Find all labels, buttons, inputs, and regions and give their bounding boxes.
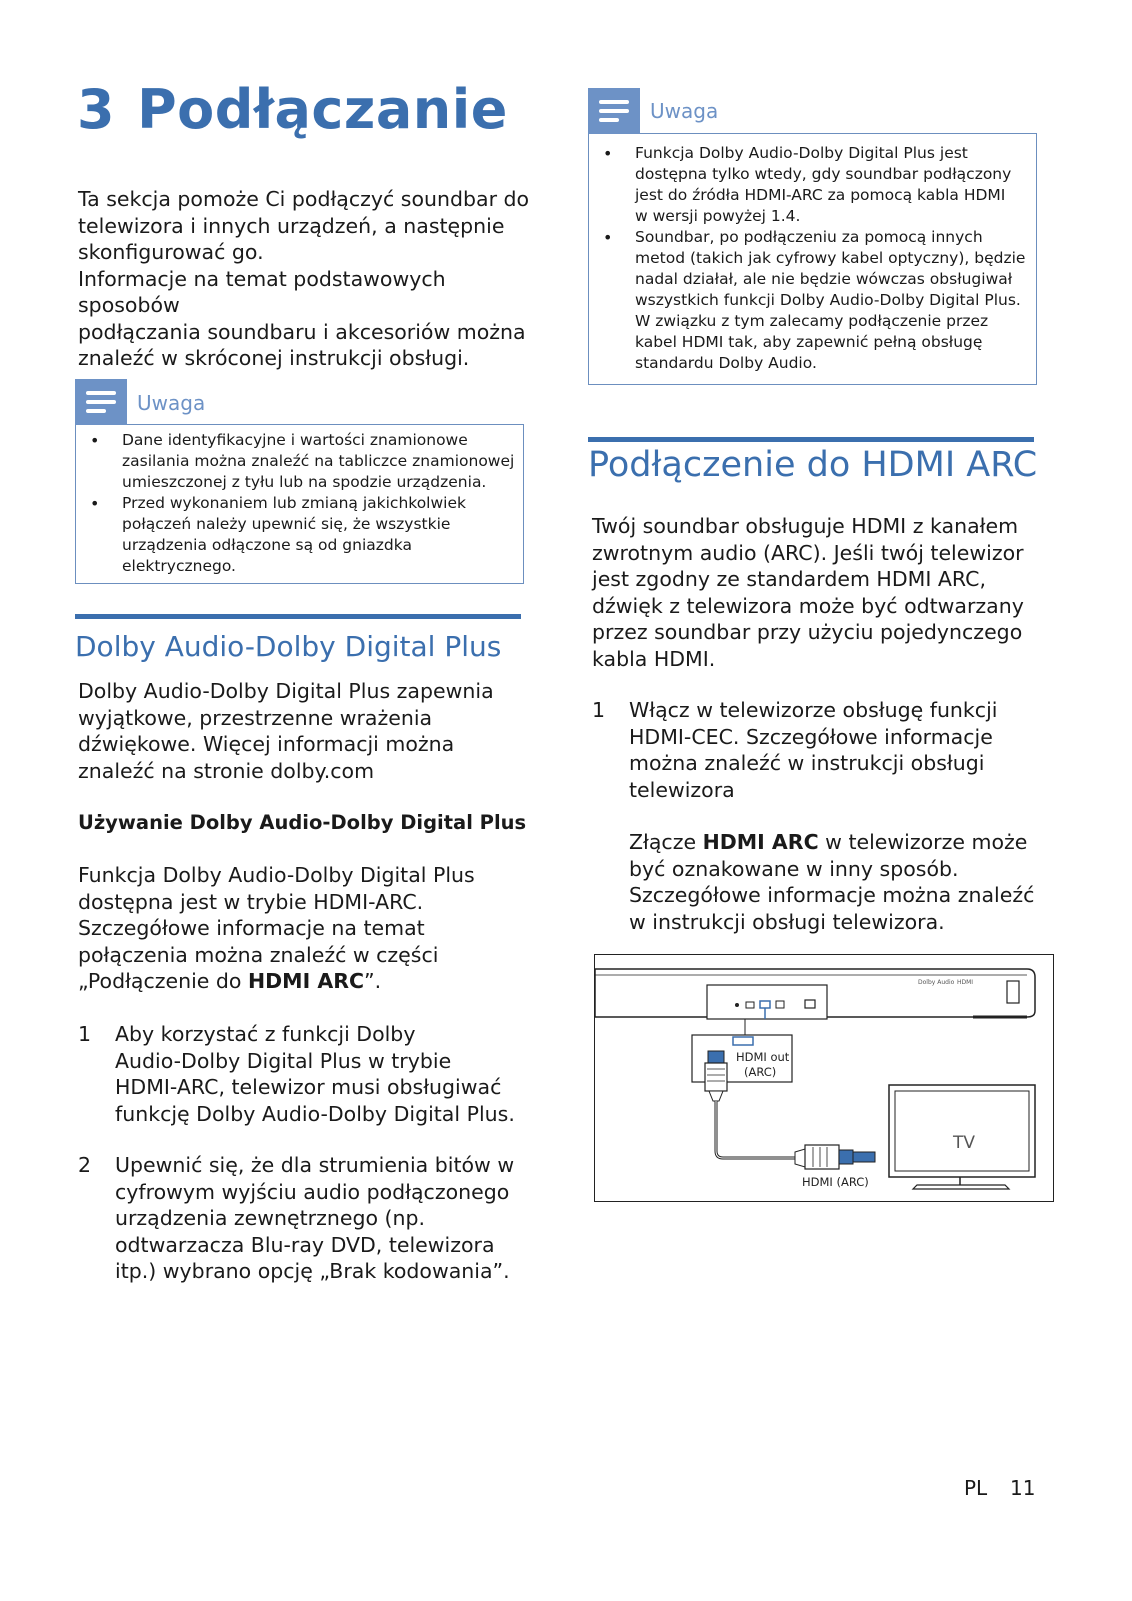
hdmi-logo: HDMI bbox=[957, 979, 974, 986]
dolby-subheading: Używanie Dolby Audio-Dolby Digital Plus bbox=[78, 811, 527, 834]
intro-line: telewizora i innych urządzeń, a następnie bbox=[78, 213, 505, 238]
connection-diagram bbox=[594, 954, 1054, 1202]
note-title: Uwaga bbox=[650, 99, 719, 123]
hdmi-paragraph: Twój soundbar obsługuje HDMI z kanałem zwrotnym audio (ARC). Jeśli twój telewizor jest zgodny ze standardem HDMI ARC, dźwięk z telewizora może być odtwarzany przez soundbar przy użyciu pojedynczego kabla HDMI. bbox=[592, 514, 1024, 671]
dolby-step-1: 1 Aby korzystać z funkcji Dolby Audio-Dolby Digital Plus w trybie HDMI-ARC, telewizor musi obsługiwać funkcję Dolby Audio-Dolby Digital Plus. bbox=[78, 1022, 515, 1126]
dolby-step-2: 2 Upewnić się, że dla strumienia bitów w cyfrowym wyjściu audio podłączonego urządzenia zewnętrznego (np. odtwarzacza Blu-ray DVD, telewizora itp.) wybrano opcję „Brak kodowania”. bbox=[78, 1153, 515, 1283]
intro-line: skonfigurować go. bbox=[78, 240, 264, 264]
note-box-left bbox=[75, 424, 524, 584]
dolby-logo: Dolby Audio bbox=[918, 979, 955, 986]
note-item: • Funkcja Dolby Audio-Dolby Digital Plus jest dostępna tylko wtedy, gdy soundbar podłączony jest do źródła HDMI-ARC za pomocą kabla HDMI w wersji powyżej 1.4. bbox=[589, 143, 1036, 227]
tv-label: TV bbox=[953, 1133, 976, 1153]
diagram-svg bbox=[595, 955, 1053, 1201]
chapter-title bbox=[77, 78, 508, 141]
section-heading-dolby: Dolby Audio-Dolby Digital Plus bbox=[75, 630, 502, 663]
intro-line: Informacje na temat podstawowych sposobów bbox=[78, 266, 446, 317]
note-item: • Przed wykonaniem lub zmianą jakichkolwiek połączeń należy upewnić się, że wszystkie urządzenia odłączone są od gniazdka elektrycznego. bbox=[76, 493, 523, 577]
hdmi-plug-bottom bbox=[795, 1145, 875, 1169]
section-rule bbox=[588, 437, 1034, 442]
chapter-number: 3 bbox=[77, 78, 116, 141]
footer-language: PL bbox=[964, 1476, 988, 1500]
intro-line: znaleźć w skróconej instrukcji obsługi. bbox=[78, 346, 470, 370]
dolby-paragraph-2: Funkcja Dolby Audio-Dolby Digital Plus dostępna jest w trybie HDMI-ARC. Szczegółowe informacje na temat połączenia można znaleźć w części „Podłączenie do HDMI ARC”. bbox=[78, 863, 475, 993]
arc-label: (ARC) bbox=[744, 1065, 777, 1079]
note-box-right bbox=[588, 133, 1037, 385]
section-rule bbox=[75, 614, 521, 619]
chapter-title-text: Podłączanie bbox=[137, 78, 508, 141]
section-heading-hdmi: Podłączenie do HDMI ARC bbox=[588, 445, 1038, 485]
hdmi-step-1: 1 Włącz w telewizorze obsługę funkcji HDMI-CEC. Szczegółowe informacje można znaleźć w instrukcji obsługi telewizora Złącze HDMI ARC w telewizorze może być oznakowane w inny sposób. Szczegółowe informacje można znaleźć w instrukcji obsługi telewizora. bbox=[592, 698, 1035, 934]
soundbar-illustration bbox=[595, 969, 1035, 1019]
dolby-paragraph: Dolby Audio-Dolby Digital Plus zapewnia wyjątkowe, przestrzenne wrażenia dźwiękowe. Więcej informacji można znaleźć na stronie dolby.com bbox=[78, 679, 494, 783]
note-title: Uwaga bbox=[137, 391, 206, 415]
intro-line: podłączania soundbaru i akcesoriów można bbox=[78, 319, 526, 344]
note-icon bbox=[75, 379, 127, 425]
hdmi-arc-label: HDMI (ARC) bbox=[802, 1175, 869, 1189]
footer-page-number: 11 bbox=[1010, 1476, 1036, 1500]
tv-illustration bbox=[889, 1085, 1035, 1189]
intro-paragraph bbox=[78, 186, 548, 372]
intro-line: Ta sekcja pomoże Ci podłączyć soundbar do bbox=[78, 187, 530, 211]
note-item: • Soundbar, po podłączeniu za pomocą innych metod (takich jak cyfrowy kabel optyczny), będzie nadal działał, ale nie będzie wówczas obsługiwał wszystkich funkcji Dolby Audio-Dolby Digital Plus. W związku z tym zalecamy podłączenie przez kabel HDMI tak, aby zapewnić pełną obsługę standardu Dolby Audio. bbox=[589, 227, 1036, 374]
hdmi-out-label: HDMI out bbox=[736, 1050, 790, 1064]
hdmi-plug-top bbox=[705, 1051, 727, 1101]
note-item: • Dane identyfikacyjne i wartości znamionowe zasilania można znaleźć na tabliczce znamionowej umieszczonej z tyłu lub na spodzie urządzenia. bbox=[76, 430, 523, 493]
note-icon bbox=[588, 88, 640, 134]
hdmi-cable bbox=[716, 1101, 795, 1158]
